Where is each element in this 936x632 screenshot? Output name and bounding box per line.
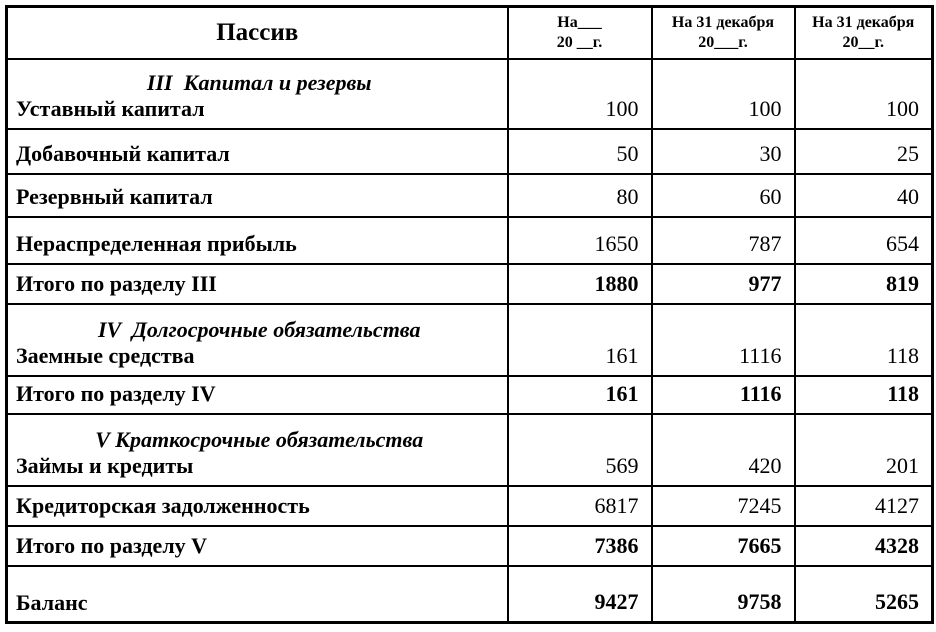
balance-row [7, 566, 933, 623]
value-cell: 9758 [652, 566, 795, 623]
value-cell: 5265 [795, 566, 933, 623]
value-cell: 7386 [508, 526, 652, 566]
value-cell: 420 [652, 414, 795, 486]
table-row [7, 129, 933, 174]
value-cell: 6817 [508, 486, 652, 526]
column-header-date-2 [652, 7, 795, 59]
value-cell: 118 [795, 304, 933, 376]
row-label-cell: Итого по разделу IV [7, 376, 508, 414]
total-row-section-4 [7, 376, 933, 414]
table-row [7, 217, 933, 264]
header-row [7, 7, 933, 59]
header-line: На 31 декабря [812, 13, 915, 31]
header-line: На 31 декабря [671, 13, 775, 31]
value-cell: 80 [508, 174, 652, 217]
header-line: 20 __г. [556, 33, 603, 51]
value-cell: 161 [508, 304, 652, 376]
value-cell: 7245 [652, 486, 795, 526]
value-cell: 30 [652, 129, 795, 174]
value-cell: 569 [508, 414, 652, 486]
value-cell: 100 [795, 59, 933, 129]
column-header-date-3 [795, 7, 933, 59]
total-row-section-5 [7, 526, 933, 566]
row-label-cell: Резервный капитал [7, 174, 508, 217]
column-header-passiv: Пассив [7, 7, 508, 59]
row-label: Заемные средства [16, 343, 195, 369]
row-label-cell: Баланс [7, 566, 508, 623]
value-cell: 9427 [508, 566, 652, 623]
row-label-cell: Добавочный капитал [7, 129, 508, 174]
value-cell: 60 [652, 174, 795, 217]
value-cell: 977 [652, 264, 795, 304]
table-row [7, 304, 933, 376]
section-heading-3: III Капитал и резервы [146, 69, 372, 95]
total-row-section-3 [7, 264, 933, 304]
row-label-cell: Кредиторская задолженность [7, 486, 508, 526]
value-cell: 161 [508, 376, 652, 414]
value-cell: 7665 [652, 526, 795, 566]
column-header-date-1 [508, 7, 652, 59]
value-cell: 1116 [652, 304, 795, 376]
value-cell: 118 [795, 376, 933, 414]
value-cell: 100 [508, 59, 652, 129]
row-label-cell: Нераспределенная прибыль [7, 217, 508, 264]
value-cell: 4127 [795, 486, 933, 526]
row-label: Уставный капитал [16, 96, 205, 122]
value-cell: 1116 [652, 376, 795, 414]
row-label: Займы и кредиты [16, 453, 194, 479]
row-label-cell [7, 59, 508, 129]
table-row [7, 174, 933, 217]
value-cell: 654 [795, 217, 933, 264]
value-cell: 50 [508, 129, 652, 174]
header-line: 20__г. [842, 33, 884, 51]
value-cell: 1880 [508, 264, 652, 304]
value-cell: 25 [795, 129, 933, 174]
balance-sheet-table [5, 5, 934, 624]
table-row [7, 59, 933, 129]
value-cell: 100 [652, 59, 795, 129]
row-label-cell: Итого по разделу III [7, 264, 508, 304]
section-heading-5: V Краткосрочные обязательства [95, 426, 424, 452]
header-line: На___ [557, 13, 602, 31]
row-label-cell [7, 414, 508, 486]
header-line: 20___г. [698, 33, 748, 51]
value-cell: 1650 [508, 217, 652, 264]
value-cell: 201 [795, 414, 933, 486]
value-cell: 4328 [795, 526, 933, 566]
table-row [7, 486, 933, 526]
section-heading-4: IV Долгосрочные обязательства [97, 316, 421, 342]
value-cell: 819 [795, 264, 933, 304]
table-row [7, 414, 933, 486]
row-label-cell [7, 304, 508, 376]
row-label-cell: Итого по разделу V [7, 526, 508, 566]
value-cell: 40 [795, 174, 933, 217]
value-cell: 787 [652, 217, 795, 264]
